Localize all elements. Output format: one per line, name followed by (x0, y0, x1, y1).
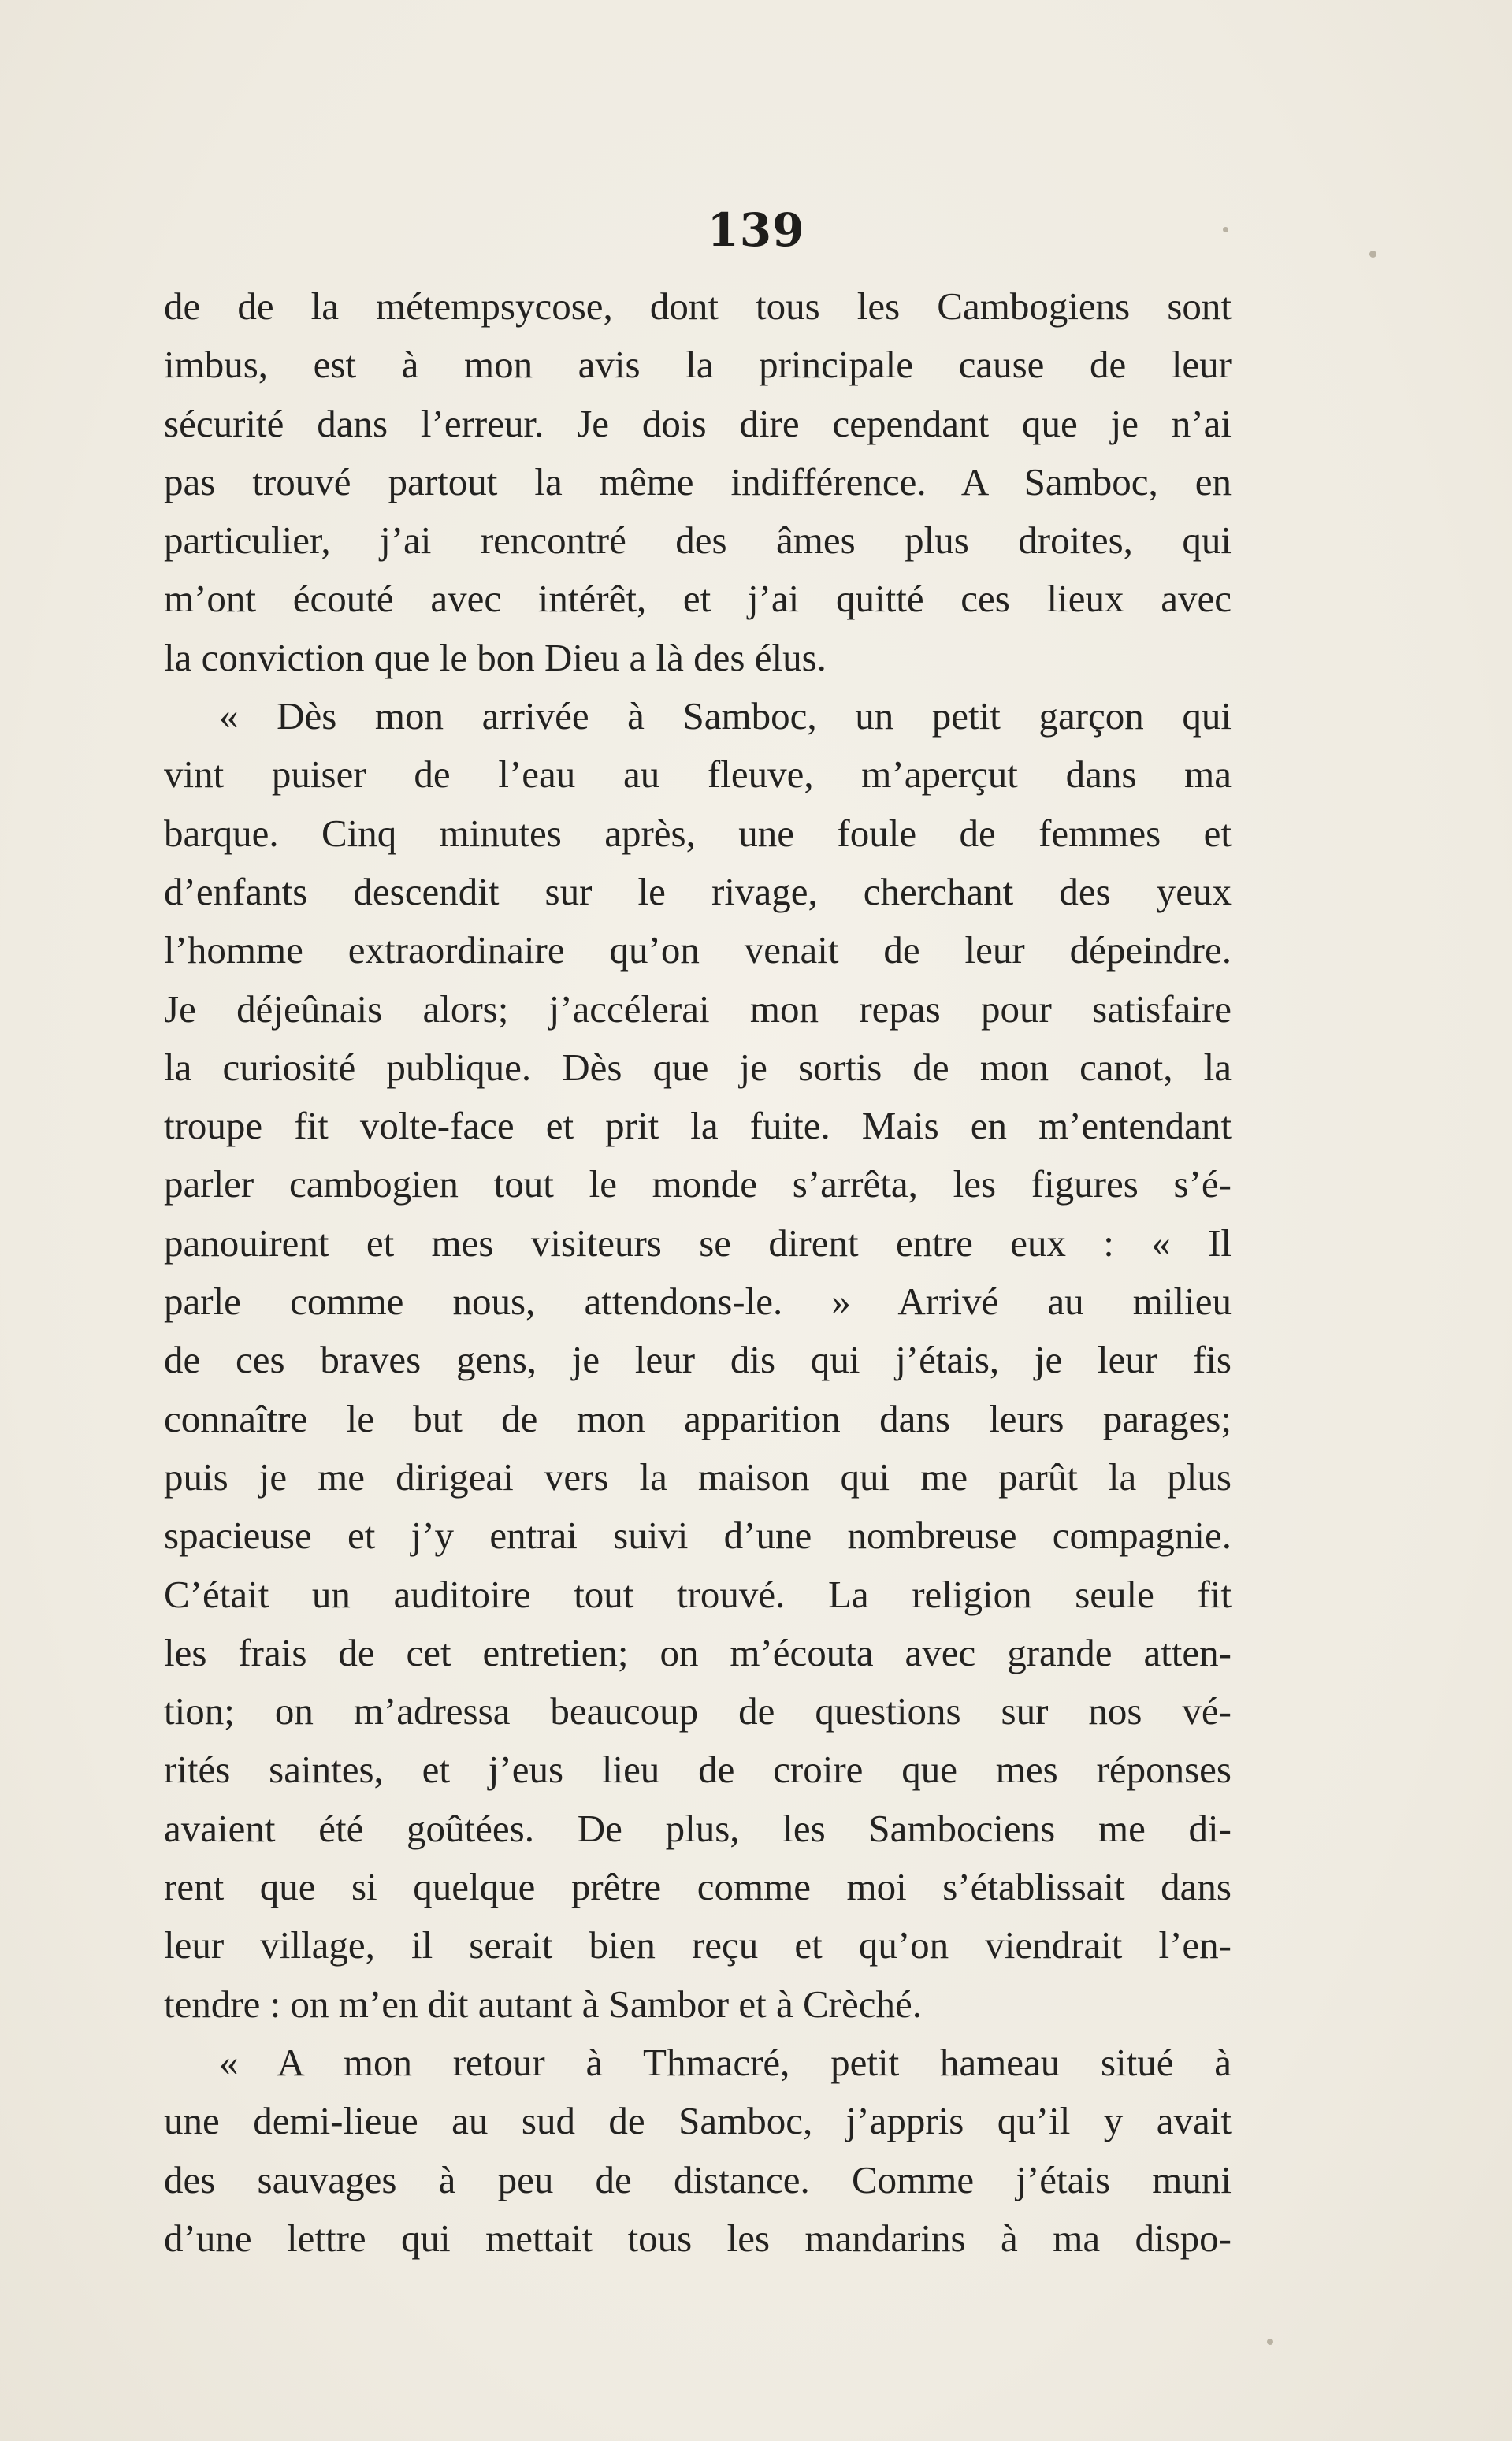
body-text (164, 277, 1232, 2268)
text-line: avaient été goûtées. De plus, les Sambociens me di- (164, 1806, 1232, 1850)
text-line: spacieuse et j’y entrai suivi d’une nombreuse compagnie. (164, 1514, 1232, 1558)
text-line: panouirent et mes visiteurs se dirent entre eux : « Il (164, 1220, 1232, 1265)
text-line: d’enfants descendit sur le rivage, cherchant des yeux (164, 869, 1232, 913)
text-line: l’homme extraordinaire qu’on venait de leur dépeindre. (164, 928, 1232, 972)
text-line: connaître le but de mon apparition dans leurs parages; (164, 1396, 1232, 1440)
text-line: de de la métempsycose, dont tous les Cambogiens sont (164, 284, 1232, 328)
text-line: « Dès mon arrivée à Samboc, un petit garçon qui (219, 694, 1232, 738)
text-line: les frais de cet entretien; on m’écouta avec grande atten- (164, 1630, 1232, 1674)
text-line: troupe fit volte-face et prit la fuite. Mais en m’entendant (164, 1104, 1232, 1148)
text-line: des sauvages à peu de distance. Comme j’étais muni (164, 2157, 1232, 2201)
text-line: parler cambogien tout le monde s’arrêta, les figures s’é- (164, 1162, 1232, 1206)
paper-speck (1223, 227, 1228, 232)
text-line: puis je me dirigeai vers la maison qui me parût la plus (164, 1455, 1232, 1499)
text-line: de ces braves gens, je leur dis qui j’étais, je leur fis (164, 1338, 1232, 1382)
text-line: la conviction que le bon Dieu a là des élus. (164, 635, 827, 679)
text-line: rent que si quelque prêtre comme moi s’établissait dans (164, 1865, 1232, 1909)
paper-speck (1369, 251, 1376, 258)
text-line: tendre : on m’en dit autant à Sambor et à Crèché. (164, 1982, 922, 2026)
text-line: C’était un auditoire tout trouvé. La religion seule fit (164, 1572, 1232, 1616)
text-line: leur village, il serait bien reçu et qu’on viendrait l’en- (164, 1923, 1232, 1967)
text-line: une demi-lieue au sud de Samboc, j’appris qu’il y avait (164, 2099, 1232, 2143)
text-line: pas trouvé partout la même indifférence. A Samboc, en (164, 459, 1232, 503)
text-line: « A mon retour à Thmacré, petit hameau situé à (219, 2040, 1232, 2084)
text-line: m’ont écouté avec intérêt, et j’ai quitté ces lieux avec (164, 577, 1232, 621)
text-line: particulier, j’ai rencontré des âmes plus droites, qui (164, 518, 1232, 563)
paper-speck (1267, 2339, 1273, 2345)
text-line: Je déjeûnais alors; j’accélerai mon repas pour satisfaire (164, 986, 1232, 1031)
text-line: imbus, est à mon avis la principale cause de leur (164, 343, 1232, 387)
text-line: barque. Cinq minutes après, une foule de femmes et (164, 811, 1232, 855)
text-line: tion; on m’adressa beaucoup de questions sur nos vé- (164, 1689, 1232, 1733)
text-line: vint puiser de l’eau au fleuve, m’aperçut dans ma (164, 752, 1232, 797)
text-line: parle comme nous, attendons-le. » Arrivé au milieu (164, 1280, 1232, 1324)
text-line: rités saintes, et j’eus lieu de croire que mes réponses (164, 1748, 1232, 1792)
text-line: d’une lettre qui mettait tous les mandarins à ma dispo- (164, 2216, 1232, 2260)
text-line: la curiosité publique. Dès que je sortis de mon canot, la (164, 1045, 1232, 1089)
page-number: 139 (707, 203, 805, 257)
text-line: sécurité dans l’erreur. Je dois dire cependant que je n’ai (164, 401, 1232, 445)
